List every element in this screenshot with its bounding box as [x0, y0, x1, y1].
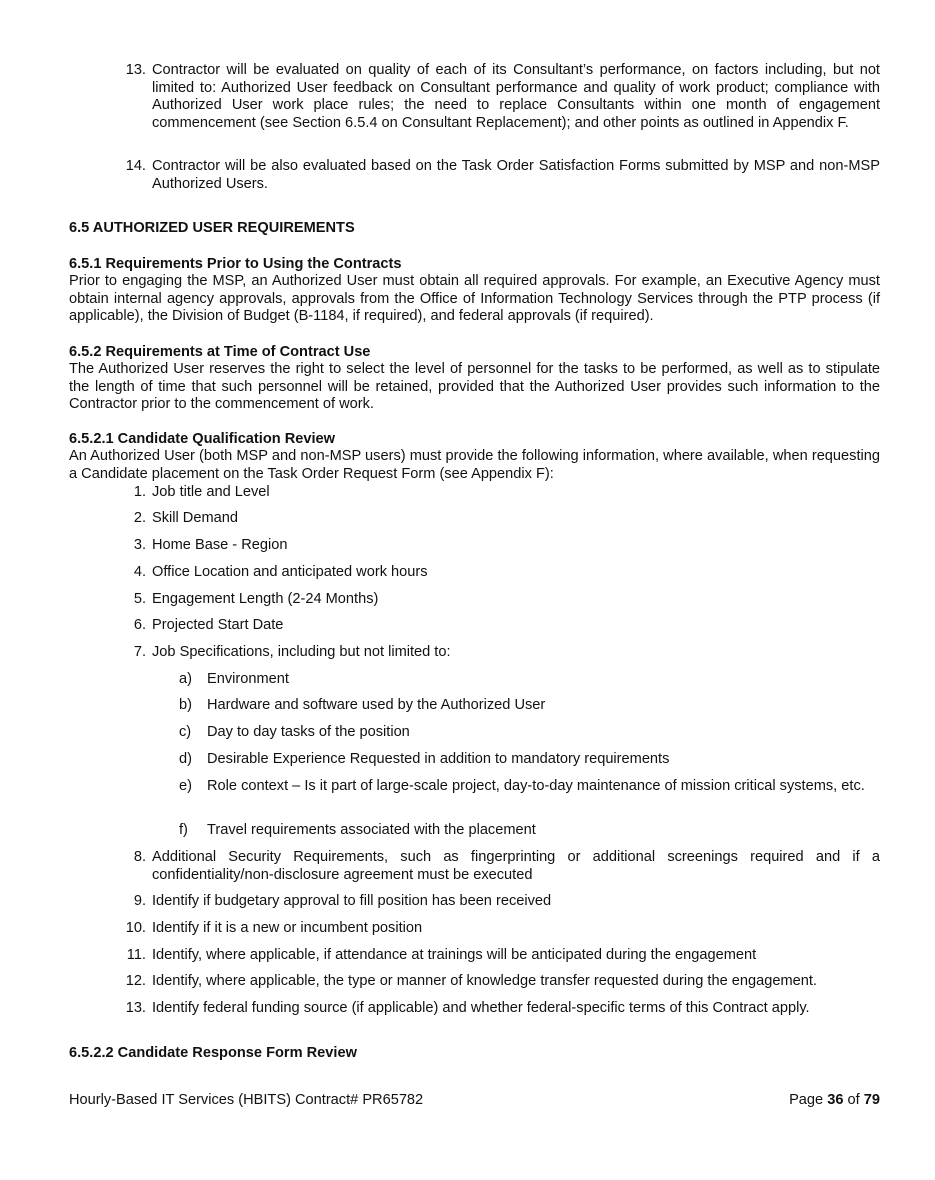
list-text: Identify, where applicable, the type or manner of knowledge transfer requested during the engagement.	[152, 973, 817, 989]
paragraph: Prior to engaging the MSP, an Authorized User must obtain all required approvals. For example, an Executive Agency must obtain internal agency approvals, approvals from the Office of Information Technology Services through the PTP process (if applicable), the Division of Budget (B-1184, if required), and federal approvals (if required).	[69, 273, 880, 324]
list-number: 11.	[126, 947, 146, 963]
list-number: 1.	[133, 484, 146, 500]
sub-list-letter: b)	[179, 697, 192, 713]
section-heading: 6.5 AUTHORIZED USER REQUIREMENTS	[69, 220, 355, 236]
list-text: Engagement Length (2-24 Months)	[152, 591, 379, 607]
list-number: 10.	[125, 920, 146, 936]
list-number: 8.	[133, 849, 146, 865]
total-pages: 79	[863, 1092, 880, 1108]
list-text: Home Base - Region	[152, 537, 288, 553]
subsection-heading: 6.5.2 Requirements at Time of Contract Use	[69, 344, 371, 360]
sub-list-letter: d)	[179, 751, 192, 767]
subsection-heading: 6.5.1 Requirements Prior to Using the Contracts	[69, 256, 402, 272]
list-text: Skill Demand	[152, 510, 238, 526]
page-label: Page	[789, 1092, 824, 1108]
list-number: 4.	[133, 564, 146, 580]
list-number: 13.	[125, 62, 146, 78]
list-number: 6.	[133, 617, 146, 633]
list-number: 9.	[133, 893, 146, 909]
list-number: 3.	[133, 537, 146, 553]
list-number: 7.	[133, 644, 146, 660]
sub-list-letter: f)	[179, 822, 188, 838]
list-text: Office Location and anticipated work hours	[152, 564, 428, 580]
list-text: Identify if budgetary approval to fill position has been received	[152, 893, 552, 909]
footer-contract: Hourly-Based IT Services (HBITS) Contract# PR65782	[69, 1092, 424, 1108]
list-text: Additional Security Requirements, such as fingerprinting or additional screenings required and if a confidentiality/non-disclosure agreement must be executed	[152, 849, 880, 883]
list-number: 13.	[125, 1000, 146, 1016]
sub-list-letter: e)	[179, 778, 192, 794]
list-text: Job Specifications, including but not limited to:	[152, 644, 451, 660]
sub-list-text: Travel requirements associated with the placement	[207, 822, 536, 838]
sub-list-letter: c)	[179, 724, 192, 740]
sub-list-text: Desirable Experience Requested in addition to mandatory requirements	[207, 751, 670, 767]
sub-list-letter: a)	[179, 671, 192, 687]
subsection-heading: 6.5.2.2 Candidate Response Form Review	[69, 1045, 357, 1061]
sub-list-text: Role context – Is it part of large-scale project, day-to-day maintenance of mission critical systems, etc.	[207, 778, 865, 794]
sub-list-text: Hardware and software used by the Authorized User	[207, 697, 546, 713]
current-page: 36	[827, 1092, 844, 1108]
list-number: 2.	[133, 510, 146, 526]
list-number: 14.	[125, 158, 146, 174]
of-label: of	[847, 1092, 860, 1108]
sub-list-text: Day to day tasks of the position	[207, 724, 410, 740]
list-number: 12.	[125, 973, 146, 989]
sub-list-text: Environment	[207, 671, 289, 687]
list-text: Job title and Level	[152, 484, 270, 500]
list-text: Identify, where applicable, if attendance at trainings will be anticipated during the engagement	[152, 947, 757, 963]
list-text: Contractor will be also evaluated based on the Task Order Satisfaction Forms submitted by MSP and non-MSP Authorized Users.	[152, 158, 880, 192]
list-text: Identify federal funding source (if applicable) and whether federal-specific terms of this Contract apply.	[152, 1000, 810, 1016]
footer-page-number	[789, 1092, 880, 1110]
paragraph: The Authorized User reserves the right to select the level of personnel for the tasks to be performed, as well as to stipulate the length of time that such personnel will be retained, provided that the Authorized User provides such information to the Contractor prior to the commencement of work.	[69, 361, 880, 412]
list-text: Contractor will be evaluated on quality of each of its Consultant’s performance, on factors including, but not limited to: Authorized User feedback on Consultant performance and quality of work product; compliance with Authorized User work place rules; the need to replace Consultants within one month of engagement commencement (see Section 6.5.4 on Consultant Replacement); and other points as outlined in Appendix F.	[152, 62, 880, 131]
subsection-heading: 6.5.2.1 Candidate Qualification Review	[69, 431, 336, 447]
paragraph: An Authorized User (both MSP and non-MSP users) must provide the following information, where available, when requesting a Candidate placement on the Task Order Request Form (see Appendix F):	[69, 448, 880, 482]
list-text: Projected Start Date	[152, 617, 284, 633]
list-text: Identify if it is a new or incumbent position	[152, 920, 423, 936]
list-number: 5.	[133, 591, 146, 607]
